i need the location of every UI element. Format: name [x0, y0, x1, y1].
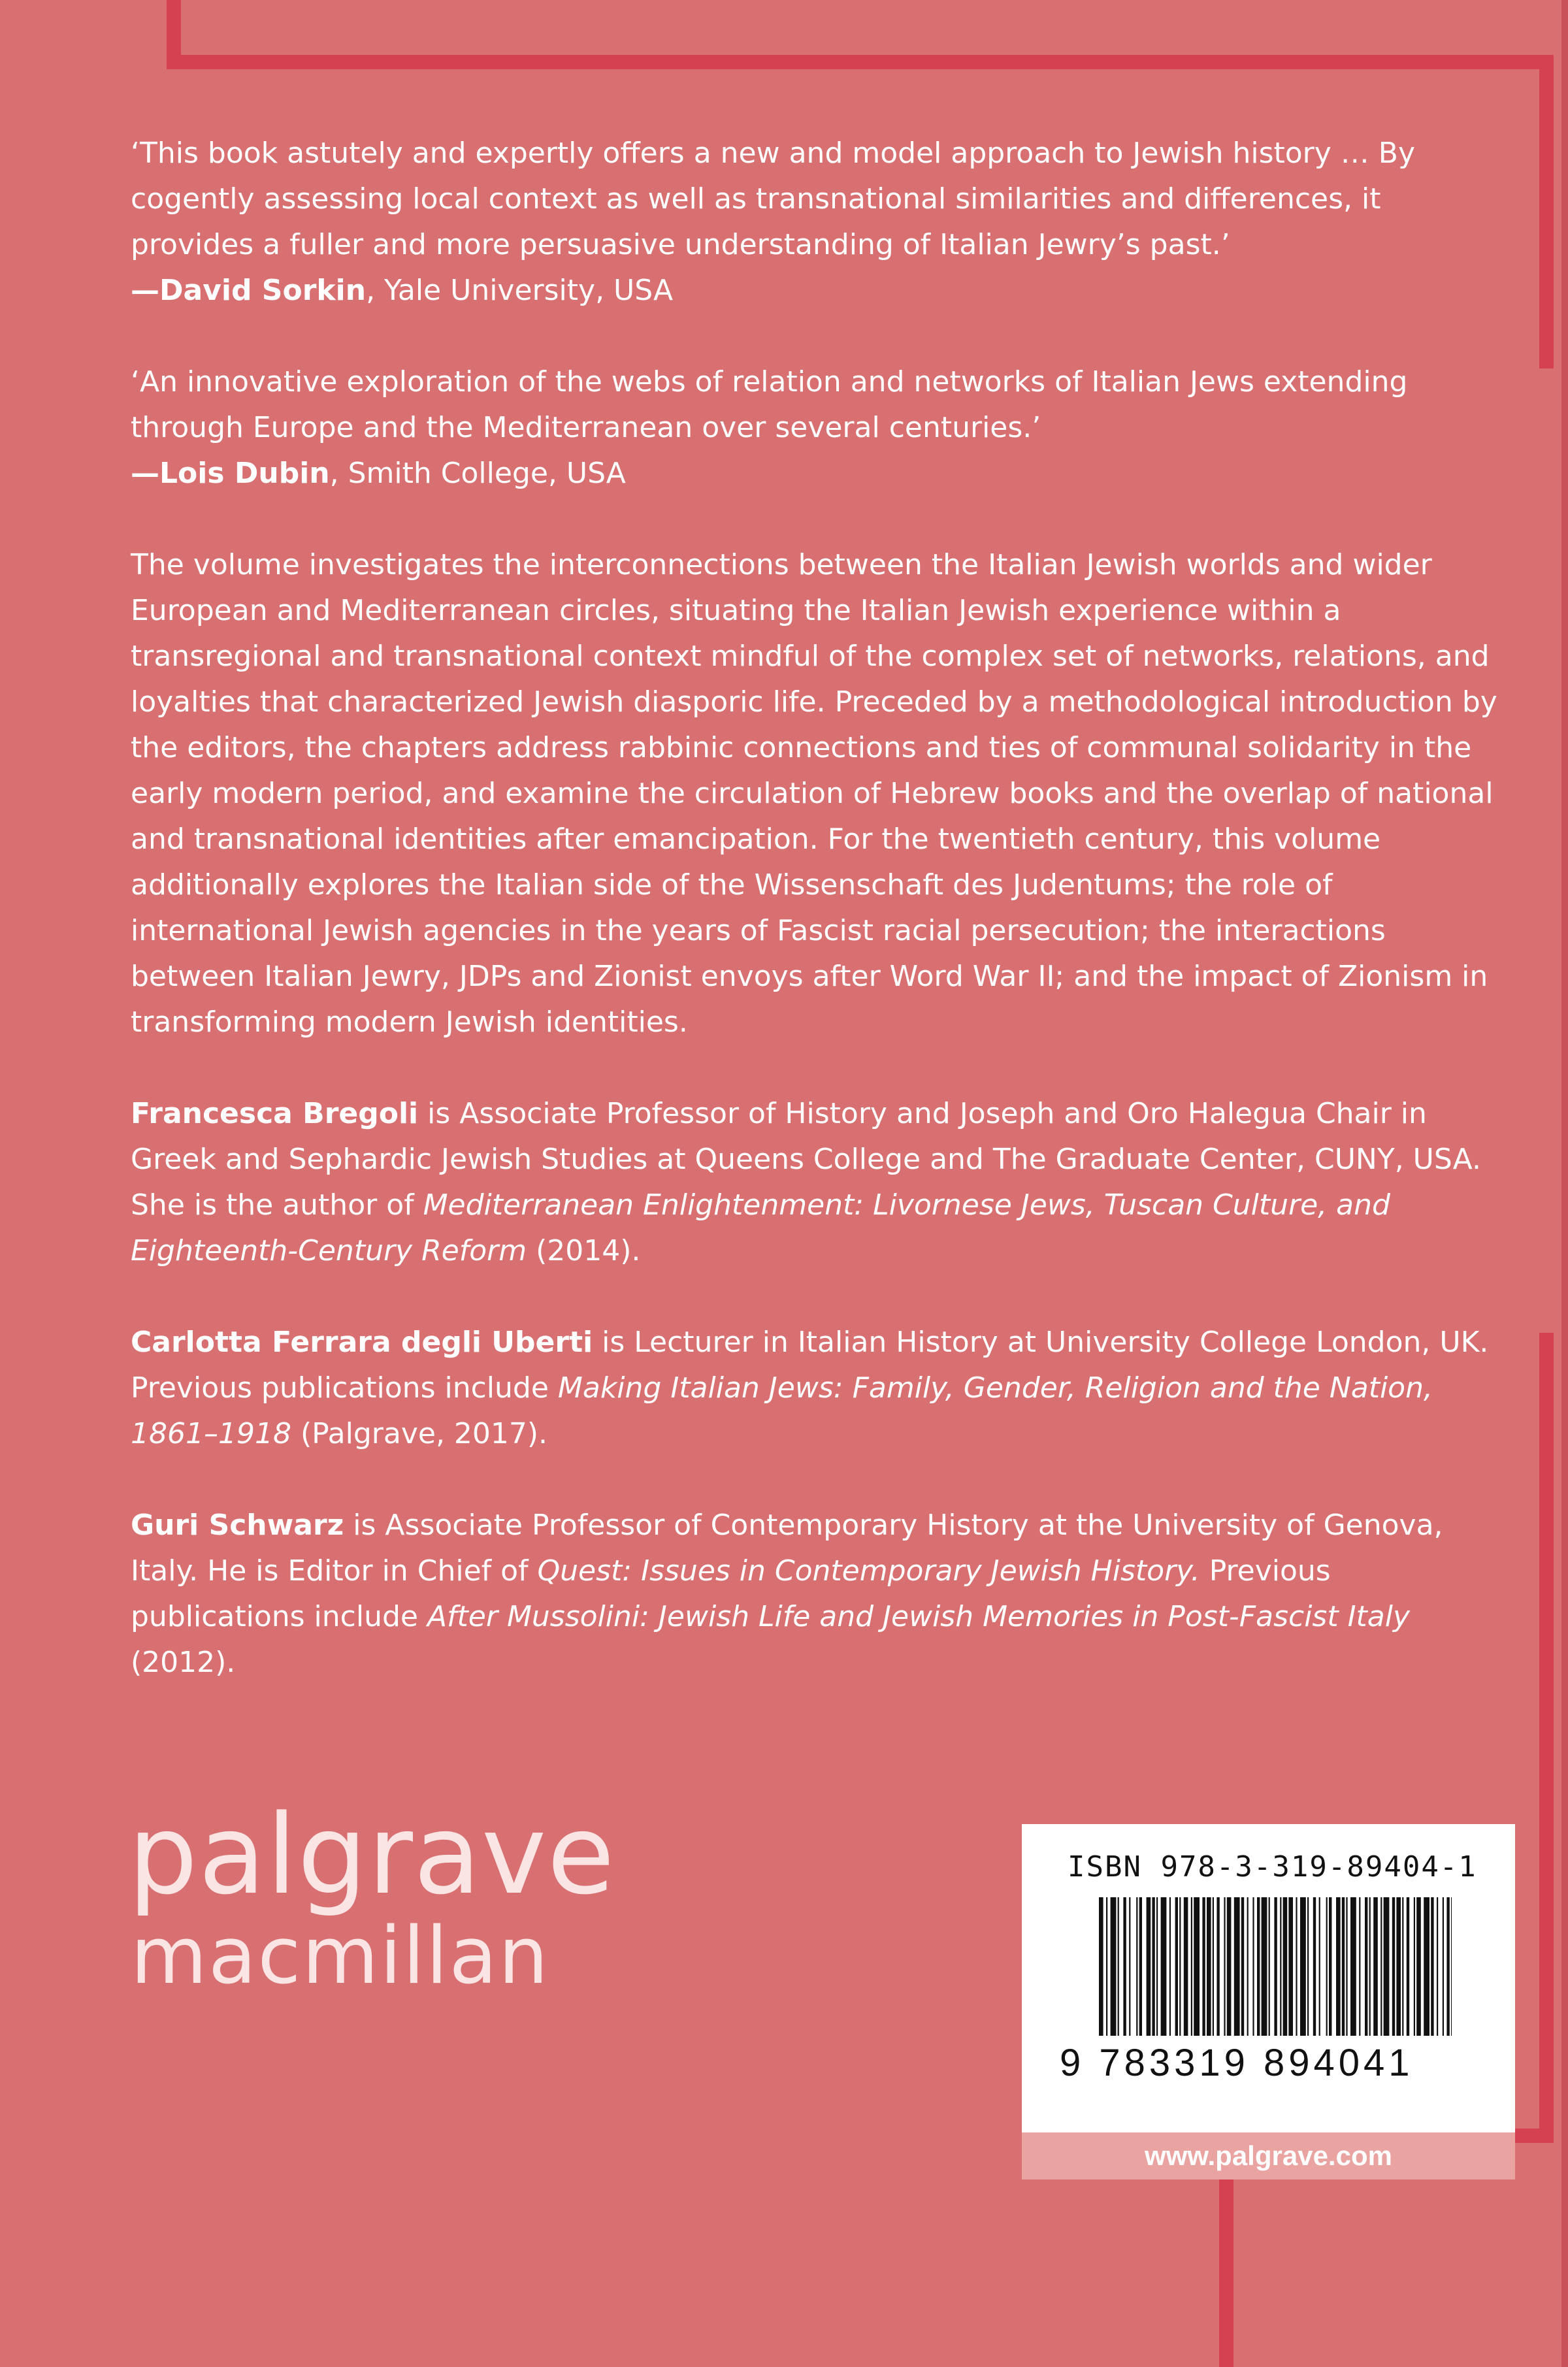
- barcode-bar: [1207, 1897, 1211, 2036]
- barcode-bar: [1451, 1897, 1452, 2036]
- bio-name: Guri Schwarz: [131, 1509, 344, 1542]
- attr-name: Lois Dubin: [159, 457, 330, 490]
- barcode-bar: [1191, 1897, 1192, 2036]
- book-description: The volume investigates the interconnections between the Italian Jewish worlds and wider European and Mediterranean circles, situating the Italian Jewish experience within a transregional and transnational context mindful of the complex set of networks, relations, and loyalties that characterized Jewish diasporic life. Preceded by a methodological introduction by the editors, the chapters address rabbinic connections and ties of communal solidarity in the early modern period, and examine the circulation of Hebrew books and the overlap of national and transnational identities after emancipation. For the twentieth century, this volume additionally explores the Italian side of the Wissenschaft des Judentums; the role of international Jewish agencies in the years of Fascist racial persecution; the interactions between Italian Jewry, JDPs and Zionist envoys after Word War II; and the impact of Zionism in transforming modern Jewish identities.: [131, 548, 1497, 1039]
- barcode-bar: [1329, 1897, 1331, 2036]
- blurb-quote: ‘This book astutely and expertly offers a new and model approach to Jewish history … By cogently assessing local context as well as transnational similarities and differences, it provides a fuller and more persuasive understanding of Italian Jewry’s past.’: [131, 137, 1415, 261]
- barcode-bar: [1175, 1897, 1178, 2036]
- barcode-digits: 9 783319 894041: [1060, 2042, 1414, 2084]
- barcode-bars: [1099, 1897, 1452, 2036]
- barcode-bar: [1373, 1897, 1378, 2036]
- barcode-bar: [1129, 1897, 1130, 2036]
- attr-institution: , Smith College, USA: [329, 457, 626, 490]
- barcode-bar: [1217, 1897, 1219, 2036]
- barcode-bar: [1336, 1897, 1341, 2036]
- frame-line-top-right: [1539, 55, 1554, 368]
- barcode-bar: [1247, 1897, 1249, 2036]
- barcode-bar: [1252, 1897, 1254, 2036]
- bio-text: is Associate Professor of History and Joseph and Oro Halegua Chair in Greek and Sephardic Jewish Studies at Queens College and The Graduate Center, CUNY, USA. She is the author of: [131, 1097, 1481, 1222]
- barcode-bar: [1396, 1897, 1401, 2036]
- bio-book-title: After Mussolini: Jewish Life and Jewish Memories in Post-Fascist Italy: [427, 1600, 1411, 1633]
- barcode-bar: [1402, 1897, 1403, 2036]
- barcode-bar: [1392, 1897, 1395, 2036]
- barcode-bar: [1123, 1897, 1126, 2036]
- barcode-bar: [1118, 1897, 1119, 2036]
- bio-francesca-bregoli: [131, 1091, 1509, 1274]
- barcode-bar: [1443, 1897, 1444, 2036]
- frame-line-top-left: [167, 0, 181, 69]
- barcode-bar: [1111, 1897, 1117, 2036]
- barcode-bar: [1350, 1897, 1356, 2036]
- publisher-url: www.palgrave.com: [1022, 2132, 1515, 2179]
- bio-text: (Palgrave, 2017).: [291, 1417, 548, 1450]
- barcode-bar: [1224, 1897, 1225, 2036]
- barcode-bar: [1234, 1897, 1240, 2036]
- back-cover-text: [131, 131, 1509, 1731]
- barcode-bar: [1156, 1897, 1158, 2036]
- barcode-bar: [1227, 1897, 1232, 2036]
- barcode-bar: [1152, 1897, 1154, 2036]
- attr-dash: —: [131, 274, 159, 307]
- bio-book-title: Mediterranean Enlightenment: Livornese Jews, Tuscan Culture, and Eighteenth-Century Reform: [131, 1188, 1390, 1267]
- barcode-bar: [1296, 1897, 1297, 2036]
- barcode-bar: [1179, 1897, 1181, 2036]
- barcode-bar: [1202, 1897, 1205, 2036]
- barcode-bar: [1106, 1897, 1107, 2036]
- barcode-bar: [1257, 1897, 1260, 2036]
- bio-name: Carlotta Ferrara degli Uberti: [131, 1326, 593, 1359]
- logo-line-1: palgrave: [128, 1791, 615, 1919]
- blurb-2: [131, 359, 1509, 497]
- barcode-bar: [1424, 1897, 1429, 2036]
- barcode-bar: [1380, 1897, 1382, 2036]
- barcode-bar: [1407, 1897, 1409, 2036]
- blurb-attribution: [131, 451, 1509, 497]
- bio-journal-title: Quest: Issues in Contemporary Jewish History.: [537, 1554, 1200, 1588]
- barcode-bar: [1346, 1897, 1347, 2036]
- barcode-bar: [1288, 1897, 1293, 2036]
- blurb-1: [131, 131, 1509, 314]
- bio-text: Previous publications include: [131, 1554, 1331, 1633]
- barcode-bar: [1269, 1897, 1270, 2036]
- barcode-bar: [1099, 1897, 1103, 2036]
- frame-line-top: [167, 55, 1554, 69]
- barcode-bar: [1319, 1897, 1320, 2036]
- bio-text: (2012).: [131, 1646, 236, 1679]
- barcode-bar: [1307, 1897, 1309, 2036]
- barcode-bar: [1139, 1897, 1142, 2036]
- isbn-label: ISBN 978-3-319-89404-1: [1068, 1850, 1477, 1884]
- publisher-logo: [128, 1791, 615, 2002]
- barcode-bar: [1384, 1897, 1390, 2036]
- barcode-bar: [1313, 1897, 1316, 2036]
- bio-text: is Associate Professor of Contemporary History at the University of Genova, Italy. He is Editor in Chief of: [131, 1509, 1443, 1588]
- barcode-bar: [1283, 1897, 1288, 2036]
- barcode-bar: [1241, 1897, 1244, 2036]
- bio-text: (2014).: [527, 1234, 641, 1267]
- barcode-bar: [1136, 1897, 1137, 2036]
- barcode-bar: [1359, 1897, 1360, 2036]
- barcode-bar: [1416, 1897, 1421, 2036]
- isbn-barcode-box: [1022, 1824, 1515, 2171]
- barcode-bar: [1262, 1897, 1267, 2036]
- attr-dash: —: [131, 457, 159, 490]
- barcode-bar: [1184, 1897, 1188, 2036]
- barcode-bar: [1414, 1897, 1415, 2036]
- barcode-bar: [1300, 1897, 1306, 2036]
- spine-edge: [1561, 0, 1568, 2367]
- barcode-bar: [1194, 1897, 1200, 2036]
- barcode-bar: [1280, 1897, 1281, 2036]
- barcode-bar: [1369, 1897, 1371, 2036]
- barcode-bar: [1342, 1897, 1345, 2036]
- barcode-bar: [1161, 1897, 1167, 2036]
- attr-institution: , Yale University, USA: [366, 274, 674, 307]
- bio-text: is Lecturer in Italian History at University College London, UK. Previous publications include: [131, 1326, 1489, 1405]
- barcode-bar: [1147, 1897, 1151, 2036]
- barcode-bar: [1437, 1897, 1438, 2036]
- barcode-bar: [1431, 1897, 1433, 2036]
- barcode-bar: [1365, 1897, 1367, 2036]
- barcode-bar: [1274, 1897, 1277, 2036]
- bio-book-title: Making Italian Jews: Family, Gender, Religion and the Nation, 1861–1918: [131, 1371, 1433, 1450]
- barcode-bar: [1213, 1897, 1214, 2036]
- frame-line-right: [1539, 1333, 1554, 2143]
- bio-guri-schwarz: [131, 1503, 1509, 1686]
- barcode-bar: [1446, 1897, 1449, 2036]
- bio-name: Francesca Bregoli: [131, 1097, 419, 1130]
- blurb-attribution: [131, 268, 1509, 314]
- blurb-quote: ‘An innovative exploration of the webs of relation and networks of Italian Jews extending through Europe and the Mediterranean over several centuries.’: [131, 365, 1408, 444]
- bio-carlotta-ferrara: [131, 1320, 1509, 1457]
- barcode-bar: [1326, 1897, 1328, 2036]
- attr-name: David Sorkin: [159, 274, 367, 307]
- barcode-bar: [1169, 1897, 1171, 2036]
- logo-line-2: macmillan: [131, 1911, 549, 2002]
